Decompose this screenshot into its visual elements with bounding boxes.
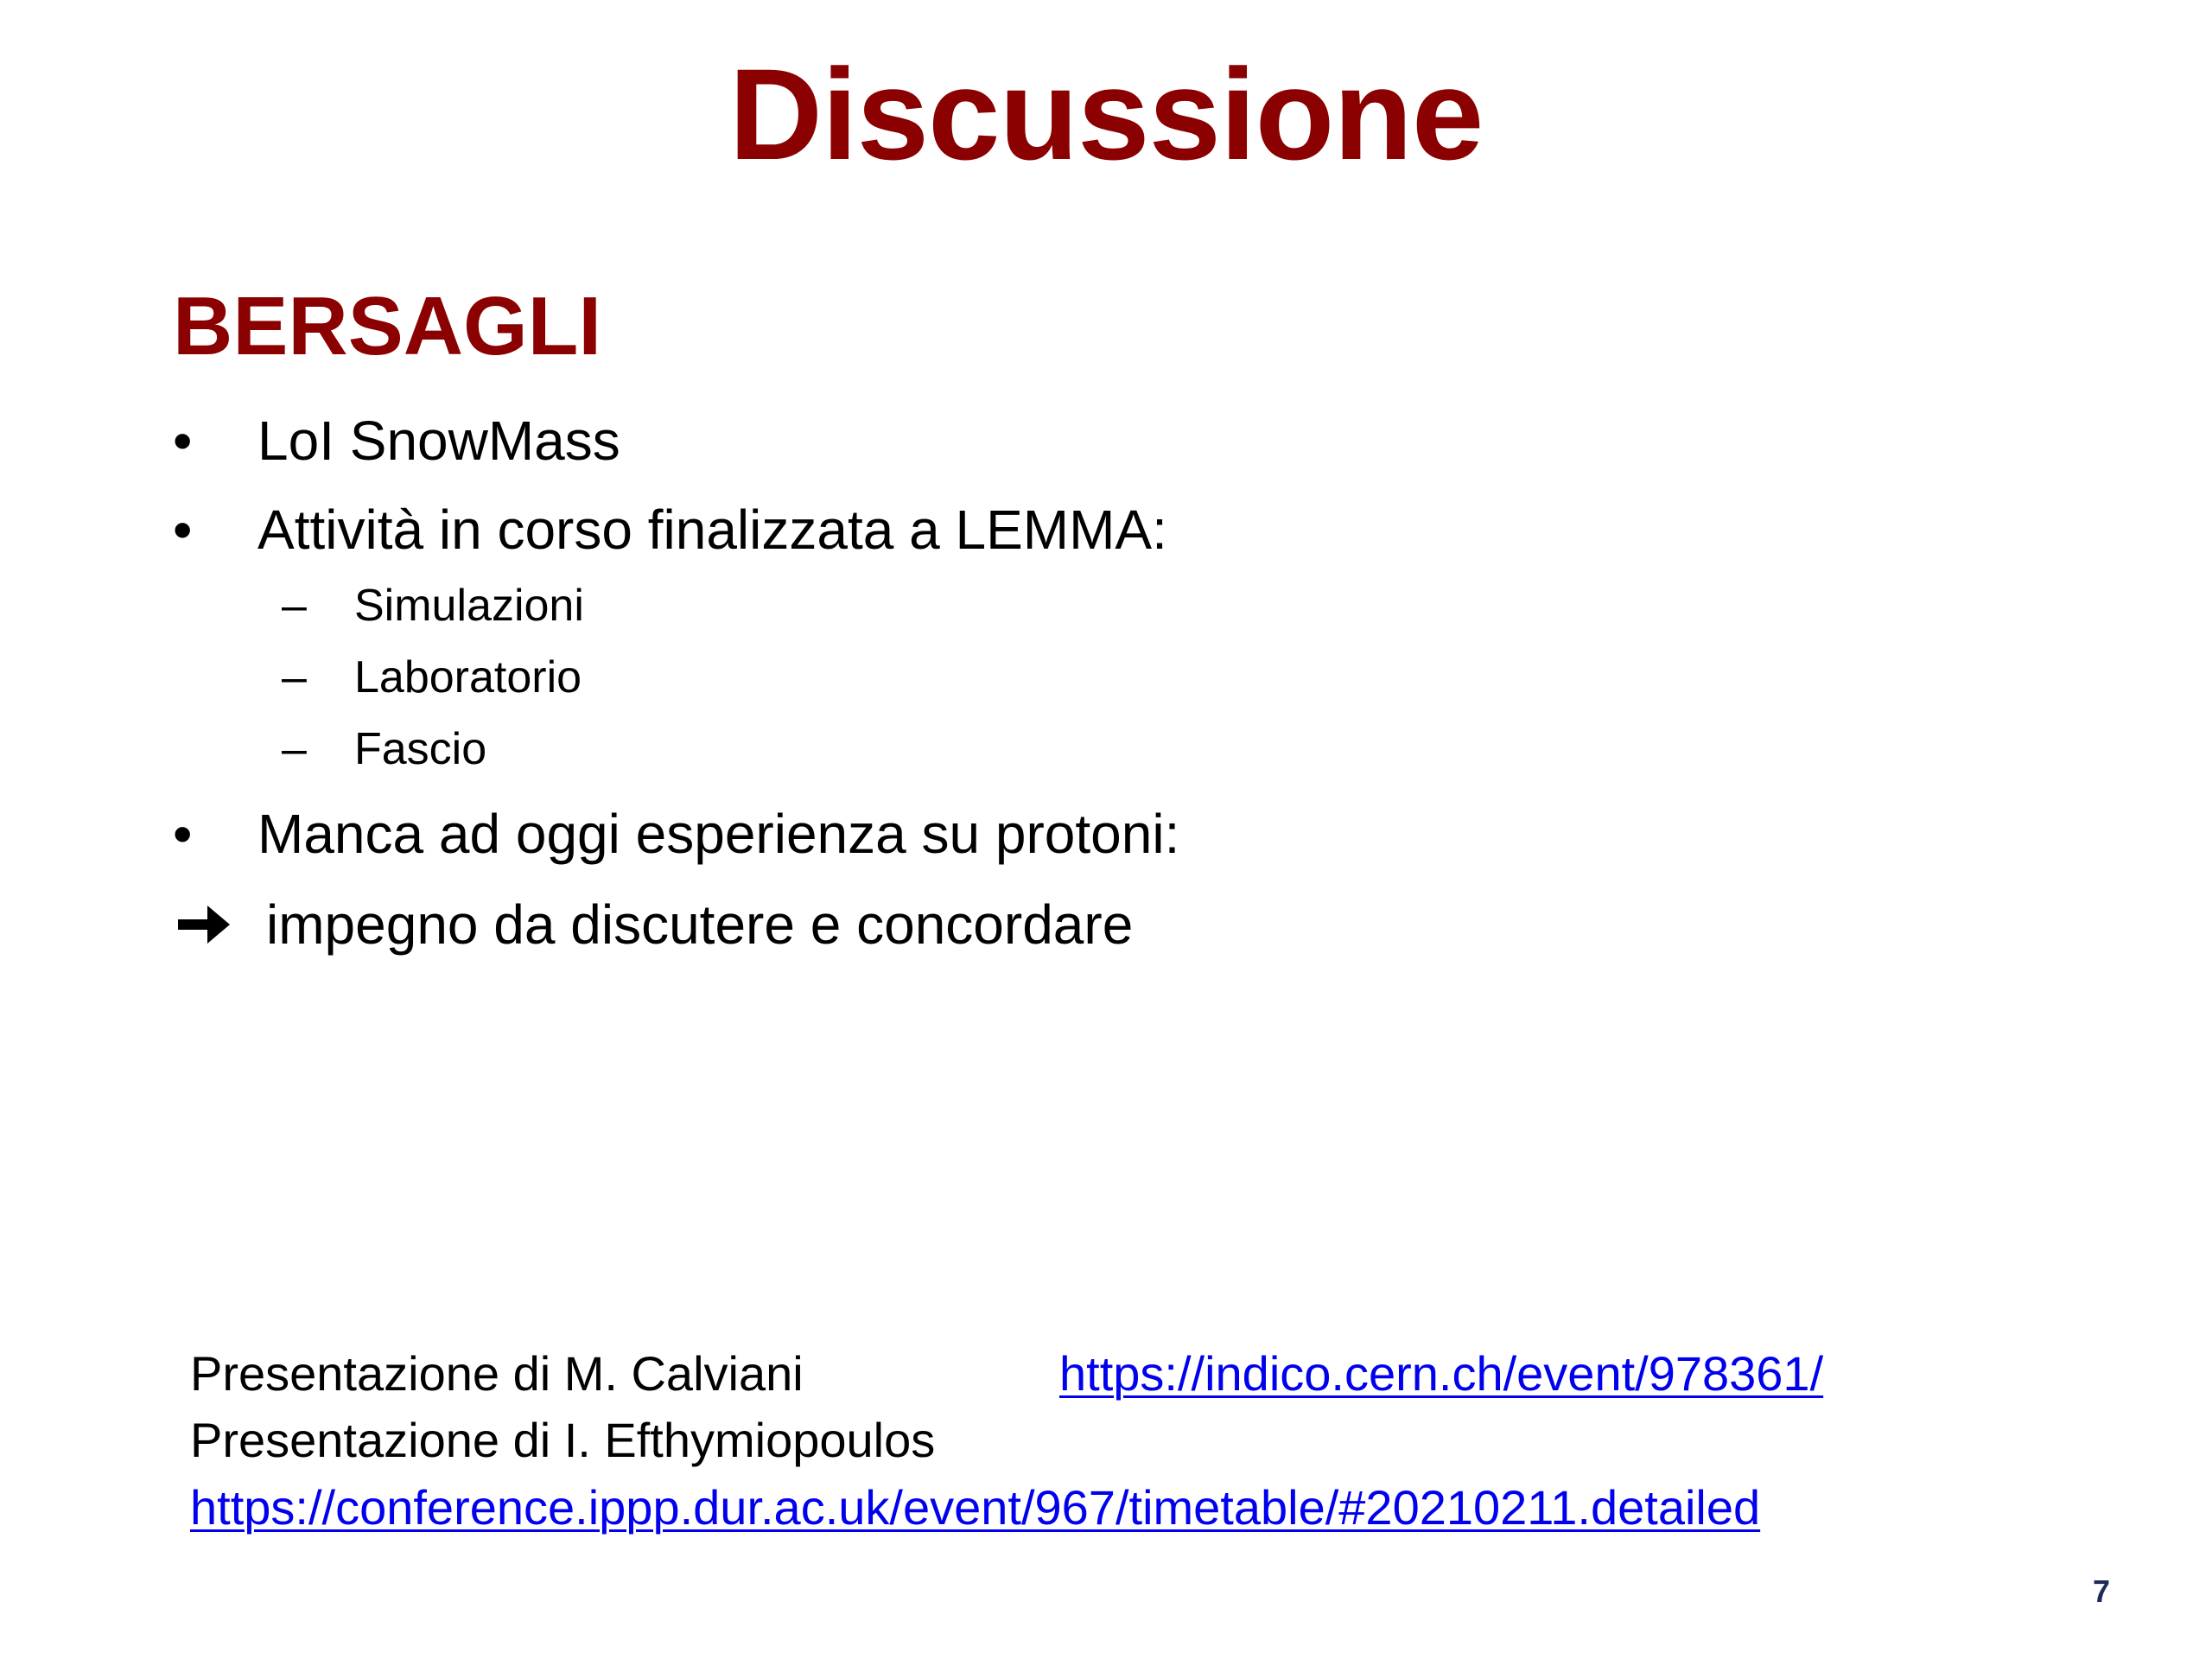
sub-bullet-text: Laboratorio [354,652,582,702]
slide-title: Discussione [728,41,1484,187]
bullet-text: Attività in corso finalizzata a LEMMA: [257,499,1167,561]
reference-calviani: Presentazione di M. Calviani [190,1346,804,1401]
bullet-text: LoI SnowMass [257,410,620,472]
bullet-marker: • [173,803,193,865]
sub-bullet-text: Fascio [354,724,487,774]
reference-link-ippp[interactable]: https://conference.ippp.dur.ac.uk/event/967/timetable/#20210211.detailed [190,1480,1761,1535]
section-heading: BERSAGLI [173,280,602,372]
sub-bullet-marker: – [282,581,307,631]
bullet-marker: • [173,410,193,472]
reference-link-indico[interactable]: https://indico.cern.ch/event/978361/ [1059,1346,1824,1401]
arrow-right-icon [175,900,233,949]
reference-efthymiopoulos: Presentazione di I. Efthymiopoulos [190,1413,936,1467]
arrow-item-text: impegno da discutere e concordare [266,893,1134,956]
sub-bullet-marker: – [282,652,307,702]
sub-bullet-text: Simulazioni [354,581,584,631]
sub-bullet-marker: – [282,724,307,774]
bullet-text: Manca ad oggi esperienza su protoni: [257,803,1180,865]
bullet-marker: • [173,499,193,561]
page-number: 7 [2092,1573,2110,1609]
